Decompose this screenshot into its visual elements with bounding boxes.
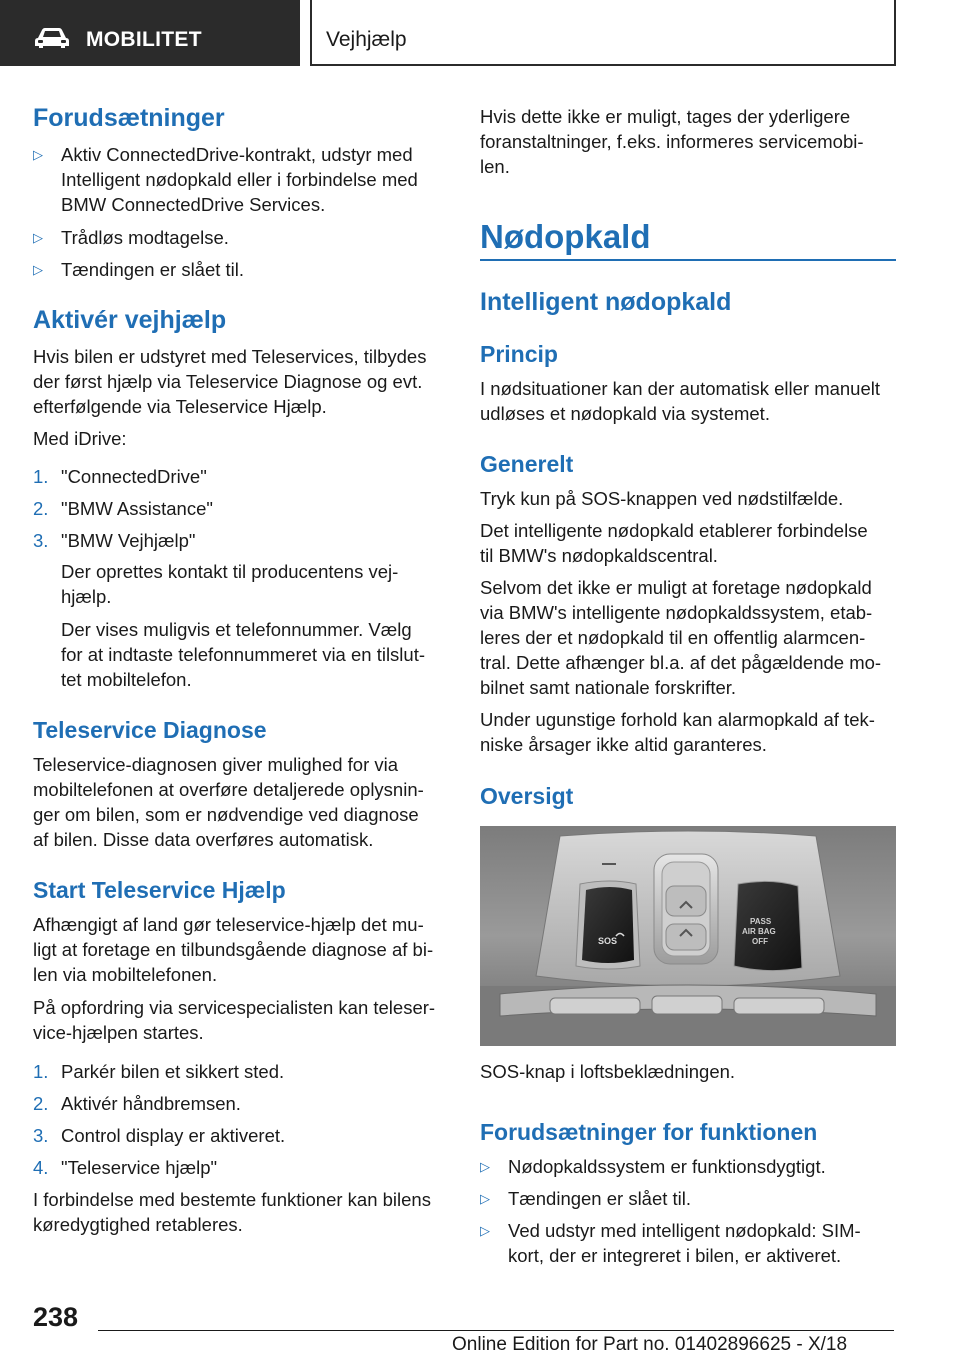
diag-heading: Teleservice Diagnose — [33, 717, 267, 743]
chapter-divider — [480, 259, 896, 261]
body-line: bilnet samt nationale forskrifter. — [480, 677, 737, 698]
body-line: via BMW's intelligente nødopkaldssystem, etab- — [480, 602, 873, 623]
triangle-bullet-icon: ▷ — [480, 1159, 490, 1174]
triangle-bullet-icon: ▷ — [480, 1191, 490, 1206]
body-line: Under ugunstige forhold kan alarmopkald af tek- — [480, 709, 875, 730]
body-line: ligt at foretage en tilbundsgående diagnose af bi- — [33, 939, 434, 960]
body-line: mobiltelefonen at overføre detaljerede oplysnin- — [33, 779, 424, 800]
page-header — [0, 0, 960, 66]
body-line: I nødsituationer kan der automatisk eller manuelt — [480, 378, 881, 399]
body-line: Med iDrive: — [33, 428, 127, 449]
body-line: der først hjælp via Teleservice Diagnose og evt. — [33, 371, 423, 392]
headliner-illustration — [480, 826, 896, 1046]
prereq-heading: Forudsætninger — [33, 104, 225, 132]
pass-label: PASS — [750, 917, 772, 926]
body-line: Der oprettes kontakt til producentens vej- — [61, 561, 399, 582]
body-line: Det intelligente nødopkald etablerer forbindelse — [480, 520, 868, 541]
body-line: Hvis bilen er udstyret med Teleservices, tilbydes — [33, 346, 427, 367]
car-icon — [34, 27, 70, 49]
chapter-label: Vejhjælp — [326, 28, 407, 51]
footer-divider — [98, 1330, 894, 1331]
body-line: ger om bilen, som er nødvendige ved diagnose — [33, 804, 419, 825]
triangle-bullet-icon: ▷ — [33, 230, 43, 245]
activate-heading: Aktivér vejhjælp — [33, 306, 227, 334]
section-label: MOBILITET — [86, 28, 202, 51]
body-line: efterfølgende via Teleservice Hjælp. — [33, 396, 327, 417]
princip-heading: Princip — [480, 341, 558, 367]
sos-button-photo — [480, 826, 896, 1046]
body-line: køredygtighed retableres. — [33, 1214, 243, 1235]
section-heading: Intelligent nødopkald — [480, 288, 732, 316]
body-line: len. — [480, 156, 510, 177]
body-line: I forbindelse med bestemte funktioner kan bilens — [33, 1189, 431, 1210]
off-label: OFF — [752, 937, 768, 946]
triangle-bullet-icon: ▷ — [480, 1223, 490, 1238]
body-line: niske årsager ikke altid garanteres. — [480, 734, 767, 755]
chapter-title: Nødopkald — [480, 218, 651, 255]
airbag-label: AIR BAG — [742, 927, 776, 936]
body-line: for at indtaste telefonnummeret via en tilslut- — [61, 644, 426, 665]
triangle-bullet-icon: ▷ — [33, 262, 43, 277]
func-heading: Forudsætninger for funktionen — [480, 1119, 818, 1145]
triangle-bullet-icon: ▷ — [33, 147, 43, 162]
body-line: Afhængigt af land gør teleservice-hjælp det mu- — [33, 914, 424, 935]
chapter-tab[interactable] — [310, 0, 896, 66]
oversigt-heading: Oversigt — [480, 783, 574, 809]
page-number: 238 — [33, 1302, 79, 1332]
body-line: tral. Dette afhænger bl.a. af det pågældende mo- — [480, 652, 882, 673]
body-line: af bilen. Disse data overføres automatisk. — [33, 829, 374, 850]
generelt-heading: Generelt — [480, 451, 574, 477]
body-line: Hvis dette ikke er muligt, tages der yderligere — [480, 106, 851, 127]
body-line: len via mobiltelefonen. — [33, 964, 218, 985]
body-line: Der vises muligvis et telefonnummer. Vælg — [61, 619, 412, 640]
footer-edition: Online Edition for Part no. 01402896625 - X/18 — [452, 1334, 848, 1355]
body-line: Tryk kun på SOS-knappen ved nødstilfælde. — [480, 488, 844, 509]
body-line: hjælp. — [61, 586, 112, 607]
body-line: foranstaltninger, f.eks. informeres servicemobi- — [480, 131, 864, 152]
body-line: til BMW's nødopkaldscentral. — [480, 545, 718, 566]
sos-label: SOS — [598, 936, 618, 946]
start-heading: Start Teleservice Hjælp — [33, 877, 286, 903]
body-line: På opfordring via servicespecialisten kan teleser- — [33, 997, 436, 1018]
body-line: Selvom det ikke er muligt at foretage nødopkald — [480, 577, 872, 598]
body-line: vice-hjælpen startes. — [33, 1022, 204, 1043]
section-tab[interactable] — [0, 0, 300, 66]
body-line: tet mobiltelefon. — [61, 669, 192, 690]
photo-caption: SOS-knap i loftsbeklædningen. — [480, 1061, 736, 1082]
body-line: udløses et nødopkald via systemet. — [480, 403, 770, 424]
body-line: leres der et nødopkald til en offentlig alarmcen- — [480, 627, 866, 648]
body-line: Teleservice-diagnosen giver mulighed for via — [33, 754, 399, 775]
